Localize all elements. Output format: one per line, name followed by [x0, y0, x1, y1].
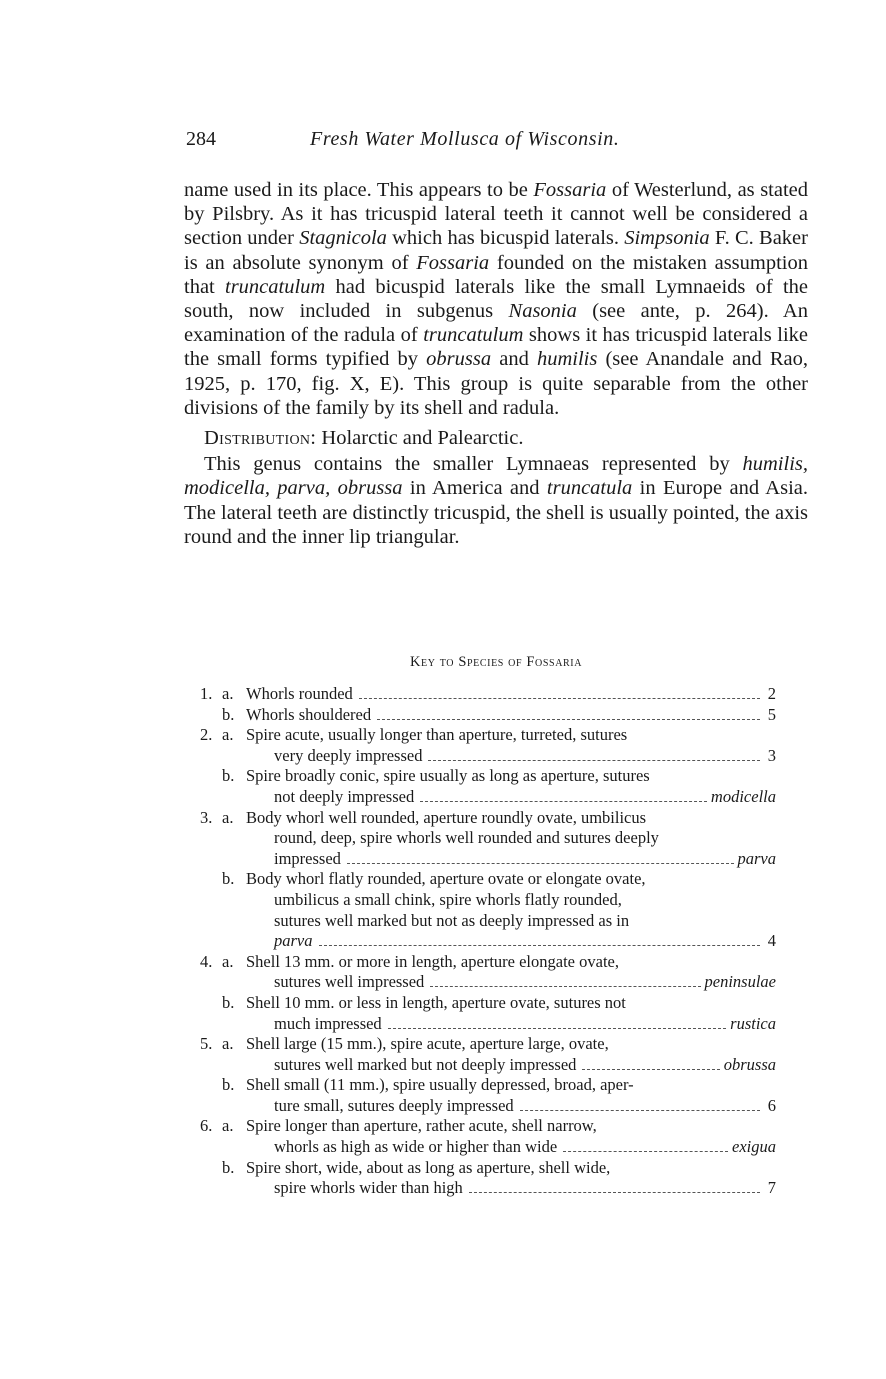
key-result: 2: [767, 684, 776, 703]
key-entry-4a: 4. a. Shell 13 mm. or more in length, aperture elongate ovate, sutures well impressed peninsulae: [200, 951, 776, 992]
key-entry-6a: 6. a. Spire longer than aperture, rather acute, shell narrow, whorls as high as wide or higher than wide exigua: [200, 1116, 776, 1157]
key-entry-1a: 1. a. Whorls rounded 2: [200, 684, 776, 703]
key-result: 4: [767, 931, 776, 951]
page-header: [186, 128, 806, 158]
page-number: 284: [186, 128, 216, 150]
key-entry-5a: 5. a. Shell large (15 mm.), spire acute, aperture large, ovate, sutures well marked but not deeply impressed obrussa: [200, 1034, 776, 1074]
key-result: 3: [767, 745, 776, 765]
distribution-text: Holarctic and Palearctic.: [316, 427, 524, 450]
key-result: peninsulae: [704, 972, 776, 992]
distribution-line: [184, 426, 808, 450]
running-head: Fresh Water Mollusca of Wisconsin.: [310, 128, 620, 150]
paragraph-fossaria-synonymy: name used in its place. This appears to be Fossaria of Westerlund, as stated by Pilsbry. As it has tricuspid lateral teeth it cannot well be considered a section under Stagnicola which has bicuspid laterals. Simpsonia F. C. Baker is an absolute synonym of Fossaria founded on the mistaken assumption that truncatulum had bicuspid laterals like the small Lymnaeids of the south, now included in subgenus Nasonia (see ante, p. 264). An examination of the radula of truncatulum shows it has tricuspid laterals like the small forms typified by obrussa and humilis (see Anandale and Rao, 1925, p. 170, fig. X, E). This group is quite separable from the other divisions of the family by its shell and radula.: [184, 179, 809, 419]
key-entry-1b: b. Whorls shouldered 5: [222, 704, 776, 724]
key-entry-2b: b. Spire broadly conic, spire usually as long as aperture, sutures not deeply impressed modicella: [222, 766, 776, 806]
key-result: rustica: [730, 1013, 776, 1033]
key-entry-5b: b. Shell small (11 mm.), spire usually depressed, broad, aper- ture small, sutures deeply impressed 6: [222, 1075, 776, 1115]
key-result: 5: [767, 704, 776, 724]
key-result: obrussa: [723, 1054, 776, 1074]
key-entry-3b: b. Body whorl flatly rounded, aperture ovate or elongate ovate, umbilicus a small chink, spire whorls flatly rounded, sutures well marked but not as deeply impressed as in parva 4: [222, 869, 776, 951]
species-key: [200, 684, 806, 1199]
key-result: 6: [767, 1095, 776, 1115]
key-result: parva: [737, 848, 776, 868]
key-entry-2a: 2. a. Spire acute, usually longer than aperture, turreted, sutures very deeply impressed 3: [200, 725, 776, 765]
body-text: [184, 178, 808, 549]
key-title: Key to Species of Fossaria: [409, 654, 583, 670]
key-result: exigua: [732, 1137, 776, 1157]
distribution-label: Distribution:: [204, 427, 317, 450]
key-entry-6b: b. Spire short, wide, about as long as aperture, shell wide, spire whorls wider than high 7: [222, 1157, 776, 1198]
key-entry-3a: 3. a. Body whorl well rounded, aperture roundly ovate, umbilicus round, deep, spire whorls well rounded and sutures deeply impressed parva: [200, 807, 776, 868]
key-entry-4b: b. Shell 10 mm. or less in length, aperture ovate, sutures not much impressed rustica: [222, 992, 776, 1033]
paragraph-genus-description: This genus contains the smaller Lymnaeas represented by humilis, modicella, parva, obrussa in America and truncatula in Europe and Asia. The lateral teeth are distinctly tricuspid, the shell is usually pointed, the axis round and the inner lip triangular.: [184, 453, 808, 548]
key-result: modicella: [710, 786, 776, 806]
key-result: 7: [767, 1178, 776, 1198]
